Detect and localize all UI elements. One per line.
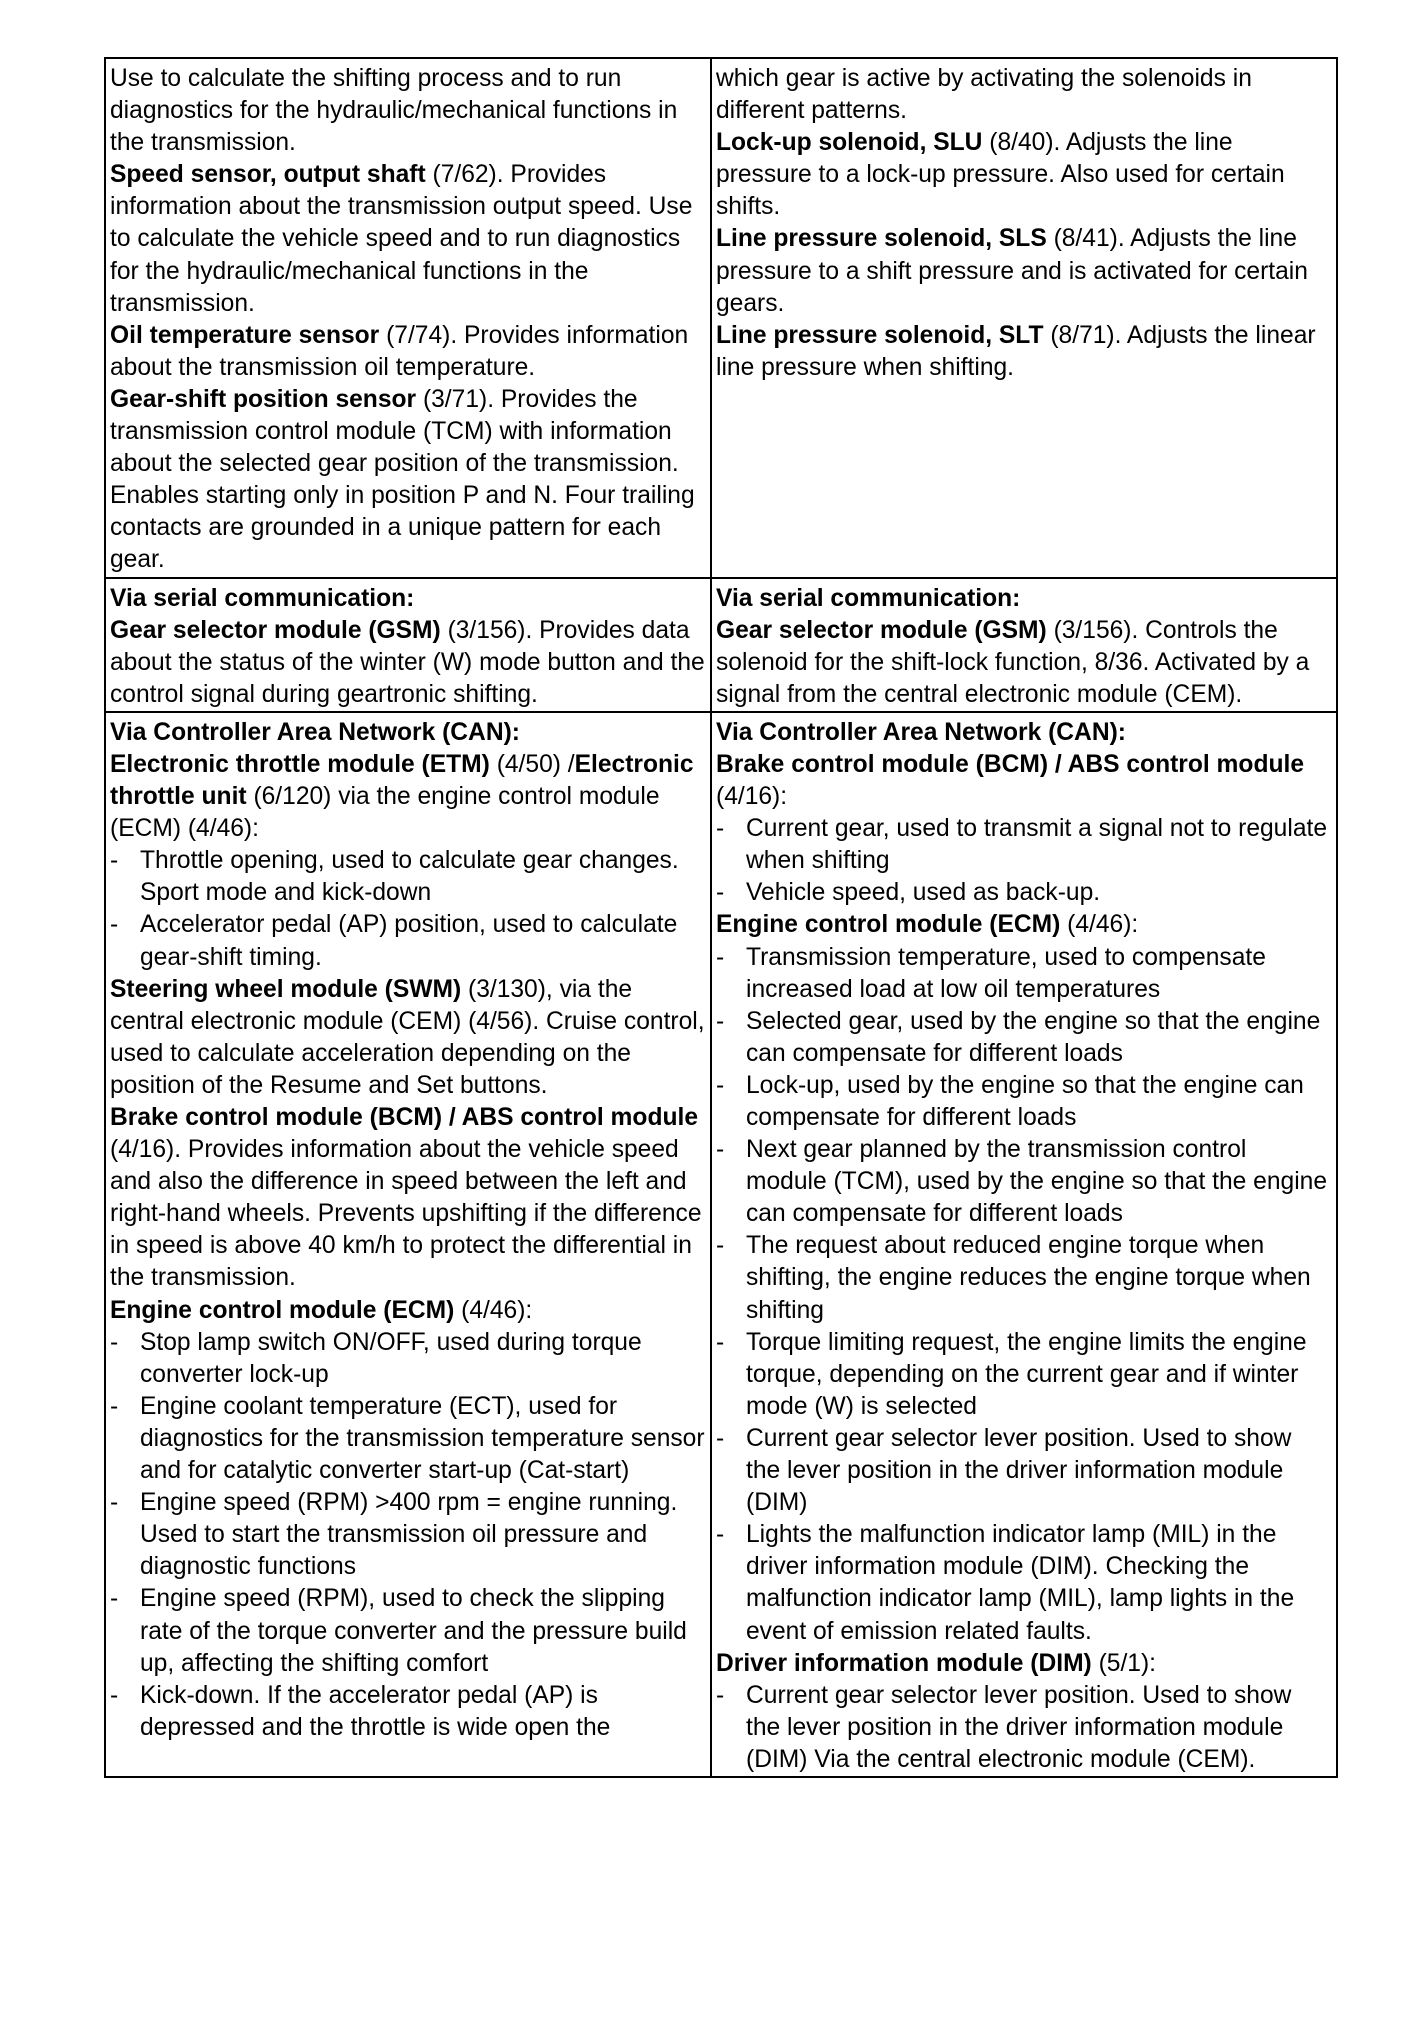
- paragraph: [110, 583, 706, 615]
- bold-term: Oil temperature sensor: [110, 321, 380, 349]
- table-row: [105, 58, 1337, 578]
- bullet-dash: -: [110, 1489, 119, 1517]
- table-cell-right: [711, 58, 1337, 578]
- paragraph: [110, 159, 706, 319]
- bullet-item: [110, 1391, 706, 1487]
- bullet-dash: -: [716, 1424, 725, 1452]
- table-row: [105, 712, 1337, 1777]
- bullet-dash: -: [716, 1681, 725, 1709]
- bold-term: Speed sensor, output shaft: [110, 161, 426, 189]
- text-run: (5/1):: [1091, 1649, 1156, 1677]
- text-run: (8/71). Adjusts the linear line pressure when shifting.: [716, 321, 1316, 381]
- bullet-item: [716, 1519, 1332, 1647]
- bullet-item: [110, 1583, 706, 1679]
- bullet-item: [110, 1680, 706, 1744]
- bullet-text: Torque limiting request, the engine limits the engine torque, depending on the current gear and if winter mode (W) is selected: [746, 1328, 1307, 1420]
- paragraph: [110, 749, 706, 845]
- text-run: (7/74). Provides information about the transmission oil temperature.: [110, 321, 689, 381]
- text-run: (7/62). Provides information about the transmission output speed. Use to calculate the vehicle speed and to run diagnostics for the hydraulic/mechanical functions in the transmission.: [110, 161, 693, 317]
- bullet-text: Selected gear, used by the engine so that the engine can compensate for different loads: [746, 1007, 1321, 1067]
- bold-term: Electronic throttle module (ETM): [110, 750, 490, 778]
- bullet-text: Current gear selector lever position. Used to show the lever position in the driver information module (DIM) Via the central electronic module (CEM).: [746, 1681, 1292, 1773]
- paragraph: [716, 615, 1332, 711]
- bullet-dash: -: [110, 1392, 119, 1420]
- bold-term: Steering wheel module (SWM): [110, 975, 462, 1003]
- bullet-text: Lock-up, used by the engine so that the engine can compensate for different loads: [746, 1071, 1304, 1131]
- bold-term: Via Controller Area Network (CAN):: [716, 718, 1126, 746]
- bullet-item: [716, 1006, 1332, 1070]
- table-cell-left: [105, 58, 711, 578]
- text-run: (4/46):: [1060, 911, 1139, 939]
- table-cell-left: [105, 712, 711, 1777]
- paragraph: [110, 717, 706, 749]
- bold-term: Gear-shift position sensor: [110, 385, 417, 413]
- paragraph: [716, 223, 1332, 319]
- bullet-dash: -: [716, 1328, 725, 1356]
- bold-term: Electronic throttle unit: [110, 750, 694, 811]
- paragraph: [716, 749, 1332, 813]
- bullet-text: Stop lamp switch ON/OFF, used during torque converter lock-up: [140, 1328, 642, 1388]
- bullet-dash: -: [110, 847, 119, 875]
- paragraph: [110, 320, 706, 384]
- text-run: (4/16). Provides information about the vehicle speed and also the difference in speed between the left and right-hand wheels. Prevents upshifting if the difference in speed is above 40 km/h to protect the differential in the transmission.: [110, 1136, 702, 1292]
- bullet-text: Engine coolant temperature (ECT), used for diagnostics for the transmission temperature sensor and for catalytic converter start-up (Cat-start): [140, 1392, 705, 1485]
- bullet-text: Throttle opening, used to calculate gear changes. Sport mode and kick-down: [140, 847, 679, 907]
- table-body: [105, 58, 1337, 1777]
- bold-term: Engine control module (ECM): [110, 1296, 455, 1324]
- paragraph: [716, 320, 1332, 384]
- table-cell-right: [711, 578, 1337, 712]
- bullet-item: [716, 1680, 1332, 1776]
- bullet-text: Kick-down. If the accelerator pedal (AP) is depressed and the throttle is wide open the: [140, 1681, 611, 1741]
- paragraph: [716, 717, 1332, 749]
- bold-term: Lock-up solenoid, SLU: [716, 129, 983, 157]
- bold-term: Via serial communication:: [716, 584, 1021, 612]
- text-run: (3/71). Provides the transmission control module (TCM) with information about the selected gear position of the transmission. Enables starting only in position P and N. Four trailing contacts are grounded in a unique pattern for each gear.: [110, 385, 695, 574]
- table-cell-right: [711, 712, 1337, 1777]
- bullet-dash: -: [716, 1232, 725, 1260]
- text-run: (4/50) /: [489, 750, 575, 778]
- bullet-item: [110, 845, 706, 909]
- bullet-dash: -: [716, 879, 725, 907]
- paragraph: [110, 974, 706, 1102]
- bullet-text: The request about reduced engine torque when shifting, the engine reduces the engine torque when shifting: [746, 1232, 1311, 1324]
- bullet-dash: -: [110, 1681, 119, 1709]
- bullet-text: Next gear planned by the transmission control module (TCM), used by the engine so that the engine can compensate for different loads: [746, 1136, 1328, 1228]
- text-run: (4/16):: [716, 783, 788, 811]
- table-cell-left: [105, 578, 711, 712]
- bullet-item: [110, 1487, 706, 1583]
- bullet-item: [716, 1423, 1332, 1519]
- bullet-text: Engine speed (RPM) >400 rpm = engine running. Used to start the transmission oil pressure and diagnostic functions: [140, 1489, 678, 1581]
- bullet-dash: -: [110, 1585, 119, 1613]
- bullet-dash: -: [716, 1136, 725, 1164]
- paragraph: [110, 384, 706, 577]
- bullet-dash: -: [716, 1071, 725, 1099]
- bullet-item: [110, 1327, 706, 1391]
- paragraph: [110, 1295, 706, 1327]
- paragraph: [716, 909, 1332, 941]
- bullet-item: [716, 1070, 1332, 1134]
- bullet-dash: -: [716, 1521, 725, 1549]
- table-row: [105, 578, 1337, 712]
- bullet-item: [716, 942, 1332, 1006]
- bullet-item: [716, 813, 1332, 877]
- bullet-dash: -: [110, 1328, 119, 1356]
- paragraph: [110, 615, 706, 711]
- bullet-dash: -: [716, 943, 725, 971]
- bullet-text: Transmission temperature, used to compensate increased load at low oil temperatures: [746, 943, 1266, 1003]
- bold-term: Via Controller Area Network (CAN):: [110, 718, 520, 746]
- text-run: (4/46):: [454, 1296, 533, 1324]
- bullet-text: Vehicle speed, used as back-up.: [746, 879, 1101, 907]
- bullet-dash: -: [716, 815, 725, 843]
- bullet-item: [110, 909, 706, 973]
- bullet-text: Lights the malfunction indicator lamp (MIL) in the driver information module (DIM). Checking the malfunction indicator lamp (MIL), lamp lights in the event of emission related faults.: [746, 1521, 1295, 1645]
- bullet-text: Current gear selector lever position. Used to show the lever position in the driver information module (DIM): [746, 1424, 1292, 1517]
- paragraph: [716, 1648, 1332, 1680]
- bullet-item: [716, 877, 1332, 909]
- bullet-text: Current gear, used to transmit a signal not to regulate when shifting: [746, 815, 1328, 875]
- paragraph: [716, 63, 1332, 127]
- bold-term: Line pressure solenoid, SLS: [716, 225, 1047, 253]
- text-run: (6/120) via the engine control module (ECM) (4/46):: [110, 783, 660, 843]
- bullet-dash: -: [716, 1007, 725, 1035]
- text-run: (8/40). Adjusts the line pressure to a lock-up pressure. Also used for certain shifts.: [716, 129, 1285, 221]
- bold-term: Gear selector module (GSM): [716, 616, 1047, 644]
- paragraph: [716, 583, 1332, 615]
- bold-term: Brake control module (BCM) / ABS control module: [716, 750, 1305, 778]
- bold-term: Driver information module (DIM): [716, 1649, 1092, 1677]
- text-run: (3/156). Controls the solenoid for the shift-lock function, 8/36. Activated by a signal from the central electronic module (CEM).: [716, 616, 1310, 708]
- bullet-item: [716, 1134, 1332, 1230]
- text-run: (3/156). Provides data about the status of the winter (W) mode button and the control signal during geartronic shifting.: [110, 616, 705, 708]
- bold-term: Brake control module (BCM) / ABS control module: [110, 1104, 699, 1131]
- text-run: which gear is active by activating the solenoids in different patterns.: [716, 65, 1252, 125]
- text-run: Use to calculate the shifting process and to run diagnostics for the hydraulic/mechanical functions in the transmission.: [110, 65, 678, 157]
- paragraph: [110, 63, 706, 159]
- bold-term: Gear selector module (GSM): [110, 616, 441, 644]
- bullet-item: [716, 1230, 1332, 1326]
- text-run: (8/41). Adjusts the line pressure to a shift pressure and is activated for certain gears.: [716, 225, 1308, 317]
- bold-term: Via serial communication:: [110, 584, 415, 612]
- paragraph: [110, 1102, 706, 1295]
- paragraph: [716, 127, 1332, 223]
- bullet-text: Engine speed (RPM), used to check the slipping rate of the torque converter and the pressure build up, affecting the shifting comfort: [140, 1585, 687, 1677]
- bullet-dash: -: [110, 911, 119, 939]
- document-table: [104, 57, 1338, 1778]
- bullet-text: Accelerator pedal (AP) position, used to calculate gear-shift timing.: [140, 911, 678, 971]
- bullet-item: [716, 1327, 1332, 1423]
- text-run: (3/130), via the central electronic module (CEM) (4/56). Cruise control, used to calculate acceleration depending on the position of the Resume and Set buttons.: [110, 975, 705, 1099]
- bold-term: Engine control module (ECM): [716, 911, 1061, 939]
- bold-term: Line pressure solenoid, SLT: [716, 321, 1044, 349]
